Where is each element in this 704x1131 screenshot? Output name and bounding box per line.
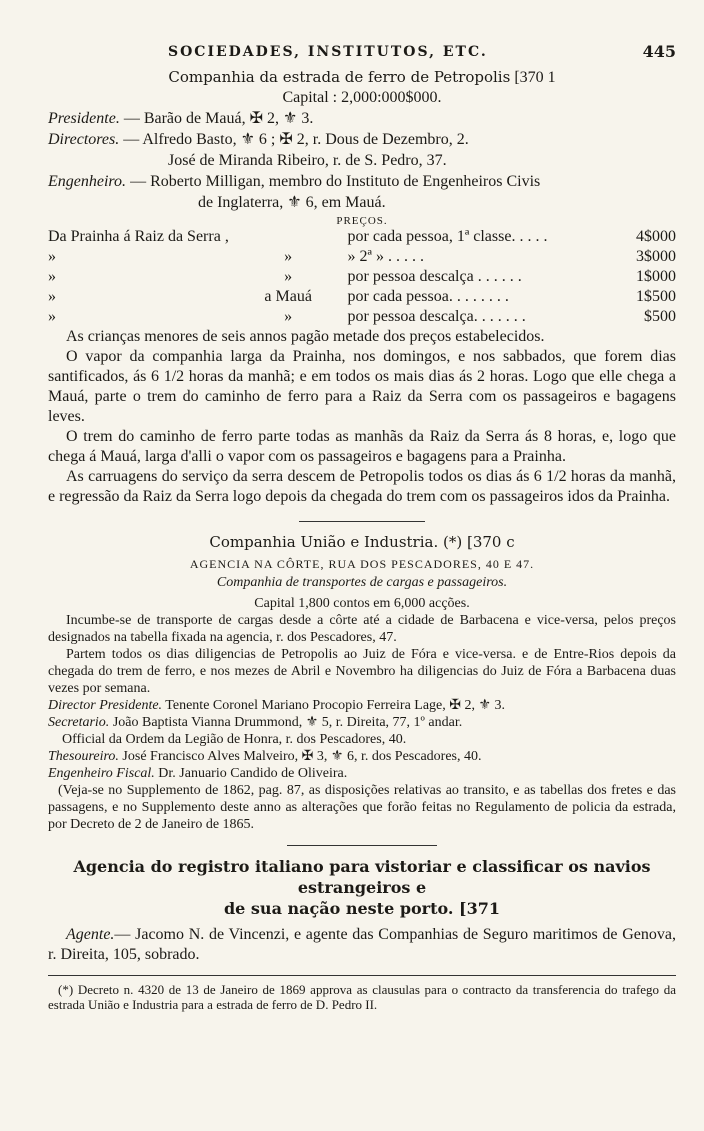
section-divider bbox=[299, 521, 425, 522]
directores-text: — Alfredo Basto, ⚜ 6 ; ✠ 2, r. Dous de Dezembro, 2. bbox=[123, 131, 469, 148]
thesoureiro-label: Thesoureiro. bbox=[48, 749, 119, 764]
engenheiro-text: — Roberto Milligan, membro do Instituto de Engenheiros Civis bbox=[130, 173, 541, 190]
presidente-text: — Barão de Mauá, ✠ 2, ⚜ 3. bbox=[123, 110, 314, 127]
price-cell-c1: » bbox=[48, 248, 56, 265]
director-line bbox=[48, 697, 676, 714]
petropolis-capital: Capital : 2,000:000$000. bbox=[282, 89, 442, 106]
price-cell-c3: » 2ª » . . . . . bbox=[347, 248, 424, 265]
director-text: Tenente Coronel Mariano Procopio Ferreira Lage, ✠ 2, ⚜ 3. bbox=[165, 698, 506, 713]
uniao-agencia: AGENCIA NA CÔRTE, RUA DOS PESCADORES, 40 E 47. bbox=[189, 557, 535, 571]
paragraph: Incumbe-se de transporte de cargas desde a côrte até a cidade de Barbacena e vice-versa, pelos preços designados na tabella fixada na agencia, r. dos Pescadores, 47. bbox=[48, 613, 676, 645]
price-cell-c2: » bbox=[284, 268, 293, 285]
price-cell-c3: por pessoa descalça . . . . . . bbox=[347, 268, 522, 285]
engenheiro-line-2: de Inglaterra, ⚜ 6, em Mauá. bbox=[198, 194, 386, 211]
presidente-line bbox=[48, 108, 676, 129]
engenheiro-label: Engenheiro. bbox=[48, 173, 127, 190]
engenheiro-fiscal-line bbox=[48, 765, 676, 782]
document-page bbox=[48, 40, 676, 1012]
price-cell-c1: Da Prainha á Raiz da Serra , bbox=[48, 228, 229, 245]
uniao-capital: Capital 1,800 contos em 6,000 acções. bbox=[254, 596, 470, 611]
secretario-line bbox=[48, 714, 676, 731]
section-divider bbox=[287, 845, 437, 846]
price-cell-c4: 4$000 bbox=[636, 228, 676, 245]
directores-label: Directores. bbox=[48, 131, 120, 148]
price-row bbox=[48, 287, 676, 307]
directores-line-2: José de Miranda Ribeiro, r. de S. Pedro, 37. bbox=[168, 152, 447, 169]
petropolis-title-line bbox=[48, 68, 676, 87]
precos-heading: PREÇOS. bbox=[336, 215, 388, 227]
price-cell-c4: 1$000 bbox=[636, 268, 676, 285]
director-label: Director Presidente. bbox=[48, 698, 163, 713]
price-table bbox=[48, 227, 676, 327]
official-line: Official da Ordem da Legião de Honra, r. dos Pescadores, 40. bbox=[62, 732, 407, 747]
price-cell-c2: » bbox=[284, 308, 293, 325]
footnote: (*) Decreto n. 4320 de 13 de Janeiro de 1869 approva as clausulas para o contracto da transferencia do trafego da estrada União e Industria para a estrada de ferro de D. Pedro II. bbox=[48, 982, 676, 1012]
engenheiro-fiscal-label: Engenheiro Fiscal. bbox=[48, 766, 155, 781]
agencia-title-line1: Agencia do registro italiano para vistoriar e classificar os navios estrangeiros e bbox=[73, 857, 651, 897]
petropolis-title-ref: [370 1 bbox=[514, 69, 556, 86]
price-row bbox=[48, 307, 676, 327]
secretario-text: João Baptista Vianna Drummond, ⚜ 5, r. Direita, 77, 1º andar. bbox=[112, 715, 463, 730]
uniao-note: (Veja-se no Supplemento de 1862, pag. 87, as disposições relativas ao transito, e as tabellas dos fretes e das passagens, e no Supplemento deste anno as alterações que forão feitas no Regulamento de policia da estrada, por Decreto de 2 de Janeiro de 1865. bbox=[48, 783, 676, 832]
engenheiro-fiscal-text: Dr. Januario Candido de Oliveira. bbox=[158, 766, 348, 781]
secretario-label: Secretario. bbox=[48, 715, 110, 730]
paragraph: As crianças menores de seis annos pagão metade dos preços estabelecidos. bbox=[66, 328, 545, 345]
agencia-title-line2: de sua nação neste porto. [371 bbox=[223, 899, 500, 918]
footnote-rule bbox=[48, 975, 676, 976]
page-number: 445 bbox=[642, 42, 676, 61]
price-cell-c1: » bbox=[48, 268, 56, 285]
price-row bbox=[48, 227, 676, 247]
paragraph: O trem do caminho de ferro parte todas as manhãs da Raiz da Serra ás 8 horas, e, logo que chega á Mauá, larga d'alli o vapor com os passageiros e bagagens para a Prainha. bbox=[48, 428, 676, 465]
paragraph: O vapor da companhia larga da Prainha, nos domingos, e nos sabbados, que forem dias santificados, ás 6 1/2 horas da manhã; e em todos os mais dias ás 2 horas. Logo que elle chega a Mauá, parte o trem do caminho de ferro para a Raiz da Serra com os passageiros e bagagens leves. bbox=[48, 348, 676, 425]
price-cell-c3: por cada pessoa. . . . . . . . bbox=[347, 288, 509, 305]
directores-line bbox=[48, 129, 676, 150]
engenheiro-line bbox=[48, 171, 676, 192]
uniao-subtitle: Companhia de transportes de cargas e passageiros. bbox=[216, 575, 508, 590]
petropolis-paragraphs bbox=[48, 327, 676, 507]
price-row bbox=[48, 247, 676, 267]
presidente-label: Presidente. bbox=[48, 110, 120, 127]
price-cell-c2 bbox=[229, 227, 348, 247]
price-cell-c4: $500 bbox=[644, 308, 676, 325]
paragraph: As carruagens do serviço da serra descem de Petropolis todos os dias ás 6 1/2 horas da manhã, e regressão da Raiz da Serra logo depois da chegada do trem com os passageiros idos da Prainha. bbox=[48, 468, 676, 505]
price-cell-c3: por cada pessoa, 1ª classe. . . . . bbox=[347, 228, 548, 245]
petropolis-title: Companhia da estrada de ferro de Petropolis bbox=[168, 68, 511, 86]
agente-label: Agente. bbox=[66, 926, 115, 943]
price-row bbox=[48, 267, 676, 287]
price-cell-c3: por pessoa descalça. . . . . . . bbox=[347, 308, 526, 325]
price-cell-c1: » bbox=[48, 308, 56, 325]
thesoureiro-text: José Francisco Alves Malveiro, ✠ 3, ⚜ 6, r. dos Pescadores, 40. bbox=[122, 749, 482, 764]
price-cell-c1: » bbox=[48, 288, 56, 305]
agente-text: — Jacomo N. de Vincenzi, e agente das Companhias de Seguro maritimos de Genova, r. Direita, 105, sobrado. bbox=[48, 926, 676, 963]
page-header bbox=[48, 40, 676, 64]
uniao-title: Companhia União e Industria. (*) [370 c bbox=[209, 533, 515, 551]
running-title: SOCIEDADES, INSTITUTOS, ETC. bbox=[168, 44, 488, 60]
price-cell-c4: 1$500 bbox=[636, 288, 676, 305]
paragraph: Partem todos os dias diligencias de Petropolis ao Juiz de Fóra e vice-versa. e de Entre-Rios depois da chegada do trem de ferro, e nos mezes de Abril e Novembro ha diligencias do Juiz de Fóra a Barbacena duas vezes por semana. bbox=[48, 647, 676, 696]
thesoureiro-line bbox=[48, 748, 676, 765]
agente-paragraph bbox=[48, 925, 676, 965]
price-cell-c2: » bbox=[284, 248, 293, 265]
price-cell-c2: a Mauá bbox=[264, 288, 312, 305]
price-cell-c4: 3$000 bbox=[636, 248, 676, 265]
